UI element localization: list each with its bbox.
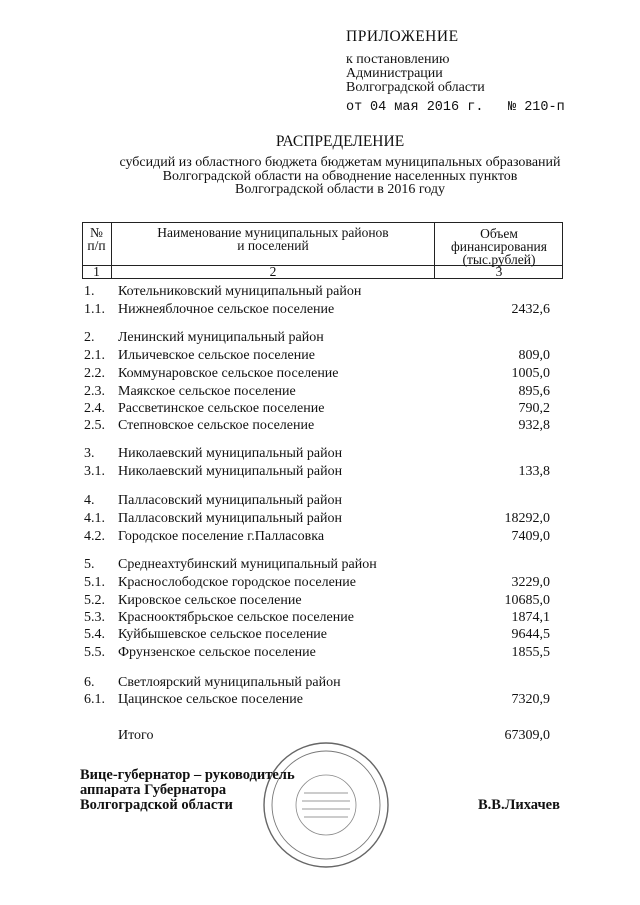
row-name: Николаевский муниципальный район xyxy=(118,464,343,479)
row-name: Ленинский муниципальный район xyxy=(118,330,324,345)
row-name: Маякское сельское поселение xyxy=(118,384,296,399)
row-value: 895,6 xyxy=(518,384,550,399)
subtitle-line-2: Волгоградской области на обводнение населенных пунктов xyxy=(162,168,518,184)
row-number: 6. xyxy=(84,675,95,690)
column-number-2: 2 xyxy=(269,264,277,279)
row-number: 2. xyxy=(84,330,95,345)
signature-line-2: аппарата Губернатора xyxy=(80,782,227,798)
row-number: 2.3. xyxy=(84,384,105,399)
row-name: Куйбышевское сельское поселение xyxy=(118,627,328,642)
column-number-3: 3 xyxy=(495,264,503,279)
table-row xyxy=(0,464,640,482)
total-value: 67309,0 xyxy=(504,728,550,743)
row-number: 3. xyxy=(84,446,95,461)
row-name: Цацинское сельское поселение xyxy=(118,692,303,707)
table-row xyxy=(0,330,640,348)
row-value: 18292,0 xyxy=(504,511,550,526)
table-row xyxy=(0,675,640,693)
document-subtitle xyxy=(20,156,640,197)
row-number: 4.2. xyxy=(84,529,105,544)
table-row xyxy=(0,302,640,320)
row-value: 809,0 xyxy=(518,348,550,363)
row-name: Кировское сельское поселение xyxy=(118,593,302,608)
official-seal-icon xyxy=(258,735,394,875)
row-number: 4.1. xyxy=(84,511,105,526)
appendix-title: ПРИЛОЖЕНИЕ xyxy=(346,28,459,45)
appendix-date-prefix: от xyxy=(346,100,363,115)
row-name: Краснослободское городское поселение xyxy=(118,575,356,590)
row-value: 3229,0 xyxy=(511,575,550,590)
signatory-name: В.В.Лихачев xyxy=(478,797,560,813)
appendix-line-2: Администрации xyxy=(346,66,443,81)
table-row xyxy=(0,284,640,302)
table-row xyxy=(0,348,640,366)
row-value: 790,2 xyxy=(518,401,550,416)
table-row xyxy=(0,401,640,419)
appendix-line-3: Волгоградской области xyxy=(346,80,485,95)
row-name: Светлоярский муниципальный район xyxy=(118,675,341,690)
row-name: Коммунаровское сельское поселение xyxy=(118,366,339,381)
row-name: Палласовский муниципальный район xyxy=(118,493,342,508)
row-name: Котельниковский муниципальный район xyxy=(118,284,362,299)
header-col-amount xyxy=(435,227,563,266)
row-number: 6.1. xyxy=(84,692,105,707)
table-row xyxy=(0,610,640,628)
table-row xyxy=(0,366,640,384)
row-name: Николаевский муниципальный район xyxy=(118,446,343,461)
row-name: Краснооктябрьское сельское поселение xyxy=(118,610,354,625)
table-row xyxy=(0,575,640,593)
row-value: 7320,9 xyxy=(511,692,550,707)
row-number: 3.1. xyxy=(84,464,105,479)
header-col-name xyxy=(112,226,434,252)
table-row xyxy=(0,557,640,575)
row-name: Палласовский муниципальный район xyxy=(118,511,342,526)
row-number: 5. xyxy=(84,557,95,572)
row-number: 2.5. xyxy=(84,418,105,433)
row-value: 7409,0 xyxy=(511,529,550,544)
appendix-date: 04 мая 2016 г. xyxy=(370,100,484,115)
row-number: 5.4. xyxy=(84,627,105,642)
row-number: 1. xyxy=(84,284,95,299)
column-number-1: 1 xyxy=(93,264,100,279)
appendix-line-1: к постановлению xyxy=(346,52,450,67)
row-number: 5.5. xyxy=(84,645,105,660)
row-name: Нижнеяблочное сельское поселение xyxy=(118,302,335,317)
row-name: Городское поселение г.Палласовка xyxy=(118,529,325,544)
row-number: 5.3. xyxy=(84,610,105,625)
row-name: Степновское сельское поселение xyxy=(118,418,315,433)
row-value: 932,8 xyxy=(518,418,550,433)
row-value: 1005,0 xyxy=(511,366,550,381)
row-name: Ильичевское сельское поселение xyxy=(118,348,315,363)
row-value: 9644,5 xyxy=(511,627,550,642)
table-row xyxy=(0,511,640,529)
table-row xyxy=(0,529,640,547)
table-row xyxy=(0,418,640,436)
row-value: 2432,6 xyxy=(511,302,550,317)
header-amount-line-1: Объем xyxy=(480,226,518,241)
subtitle-line-3: Волгоградской области в 2016 году xyxy=(235,182,445,197)
row-name: Среднеахтубинский муниципальный район xyxy=(118,557,377,572)
header-number-label: п/п xyxy=(87,238,106,253)
header-col-number xyxy=(82,226,111,252)
row-name: Фрунзенское сельское поселение xyxy=(118,645,316,660)
signature-line-1: Вице-губернатор – руководитель xyxy=(80,767,295,783)
row-number: 2.4. xyxy=(84,401,105,416)
header-number-sign: № xyxy=(90,225,103,240)
header-name-line-2: и поселений xyxy=(237,238,309,253)
row-number: 2.1. xyxy=(84,348,105,363)
table-row xyxy=(0,384,640,402)
row-value: 133,8 xyxy=(518,464,550,479)
row-value: 1855,5 xyxy=(511,645,550,660)
header-name-line-1: Наименование муниципальных районов xyxy=(157,225,389,240)
header-amount-line-2: финансирования xyxy=(451,239,547,254)
table-row xyxy=(0,692,640,710)
signature-line-3: Волгоградской области xyxy=(80,797,233,813)
row-name: Рассветинское сельское поселение xyxy=(118,401,325,416)
subtitle-line-1: субсидий из областного бюджета бюджетам муниципальных образований xyxy=(119,155,561,170)
table-row xyxy=(0,627,640,645)
row-number: 5.1. xyxy=(84,575,105,590)
row-value: 1874,1 xyxy=(511,610,550,625)
row-value: 10685,0 xyxy=(504,593,550,608)
table-row xyxy=(0,446,640,464)
table-row xyxy=(0,493,640,511)
row-number: 5.2. xyxy=(84,593,105,608)
table-row xyxy=(0,593,640,611)
document-title: РАСПРЕДЕЛЕНИЕ xyxy=(275,133,405,150)
table-row xyxy=(0,645,640,663)
row-number: 2.2. xyxy=(84,366,105,381)
total-label: Итого xyxy=(118,728,154,743)
header-amount-line-3: (тыс.рублей) xyxy=(462,252,536,267)
appendix-number: № 210-п xyxy=(508,100,565,115)
row-number: 1.1. xyxy=(84,302,105,317)
row-number: 4. xyxy=(84,493,95,508)
